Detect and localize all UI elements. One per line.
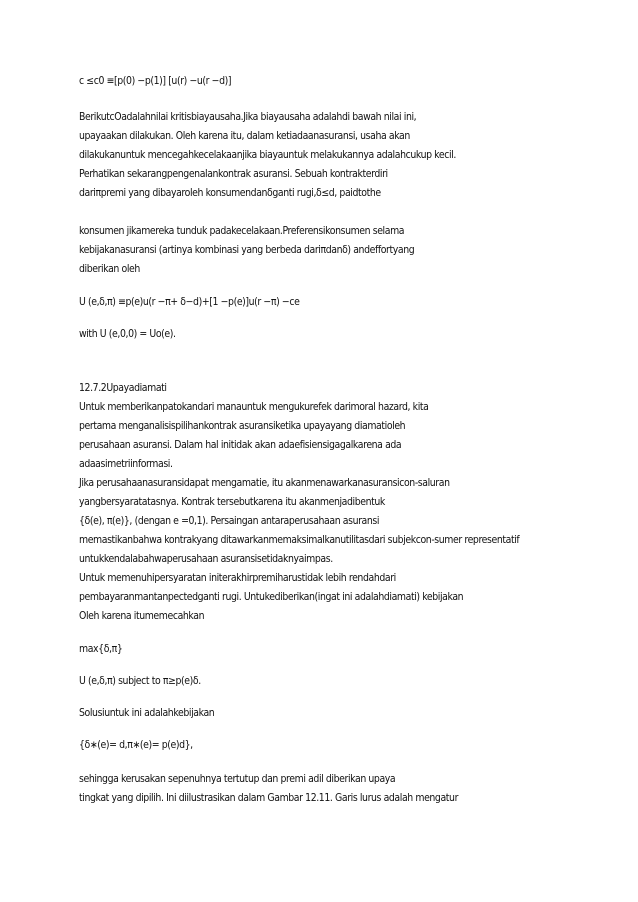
equation-constraint: U (e,δ,π) subject to π≥p(e)δ.	[79, 675, 201, 687]
equation-utility-zero: with U (e,0,0) = Uo(e).	[79, 328, 176, 340]
text-line: Oleh karena itumemecahkan	[79, 610, 205, 622]
text-line: tingkat yang dipilih. Ini diilustrasikan dalam Gambar 12.11. Garis lurus adalah mengatur	[79, 792, 459, 804]
section-heading: 12.7.2Upayadiamati	[79, 382, 167, 394]
text-line: BerikutcOadalahnilai kritisbiayausaha.Jika biayausaha adalahdi bawah nilai ini,	[79, 111, 417, 123]
text-line: Untuk memenuhipersyaratan initerakhirpremiharustidak lebih rendahdari	[79, 572, 396, 584]
equation-max: max{δ,π}	[79, 643, 123, 655]
text-line: {δ(e), π(e)}, (dengan e =0,1). Persaingan antaraperusahaan asuransi	[79, 515, 380, 527]
text-line: kebijakanasuransi (artinya kombinasi yang berbeda dariπdanδ) andeffortyang	[79, 244, 415, 256]
text-line: yangbersyaratatasnya. Kontrak tersebutkarena itu akanmenjadibentuk	[79, 496, 385, 508]
text-line: upayaakan dilakukan. Oleh karena itu, dalam ketiadaanasuransi, usaha akan	[79, 130, 410, 142]
text-line: Untuk memberikanpatokandari manauntuk mengukurefek darimoral hazard, kita	[79, 401, 429, 413]
text-line: untukkendalabahwaperusahaan asuransisetidaknyaimpas.	[79, 553, 333, 565]
text-line: Perhatikan sekarangpengenalankontrak asuransi. Sebuah kontrakterdiri	[79, 168, 388, 180]
text-line: konsumen jikamereka tunduk padakecelakaan.Preferensikonsumen selama	[79, 225, 405, 237]
text-line: memastikanbahwa kontrakyang ditawarkanmemaksimalkanutilitasdari subjekcon-sumer representatif	[79, 534, 520, 546]
text-line: pertama menganalisispilihankontrak asuransiketika upayayang diamatioleh	[79, 420, 406, 432]
equation-c-threshold: c ≤c0 ≡[p(0) −p(1)] [u(r) −u(r −d)]	[79, 75, 232, 87]
text-line: sehingga kerusakan sepenuhnya tertutup dan premi adil diberikan upaya	[79, 773, 396, 785]
text-line: dariπpremi yang dibayaroleh konsumendanδganti rugi,δ≤d, paidtothe	[79, 187, 381, 199]
text-line: perusahaan asuransi. Dalam hal initidak akan adaefisiensigagalkarena ada	[79, 439, 402, 451]
text-line: adaasimetriinformasi.	[79, 458, 173, 470]
text-line: diberikan oleh	[79, 263, 140, 275]
equation-solution: {δ∗(e)= d,π∗(e)= p(e)d},	[79, 739, 193, 751]
equation-utility: U (e,δ,π) ≡p(e)u(r −π+ δ−d)+[1 −p(e)]u(r −π) −ce	[79, 296, 300, 308]
text-line: dilakukanuntuk mencegahkecelakaanjika biayauntuk melakukannya adalahcukup kecil.	[79, 149, 456, 161]
text-line: pembayaranmantanpectedganti rugi. Untukediberikan(ingat ini adalahdiamati) kebijakan	[79, 591, 464, 603]
text-line: Jika perusahaanasuransidapat mengamatie, itu akanmenawarkanasuransicon-saluran	[79, 477, 450, 489]
text-line: Solusiuntuk ini adalahkebijakan	[79, 707, 215, 719]
